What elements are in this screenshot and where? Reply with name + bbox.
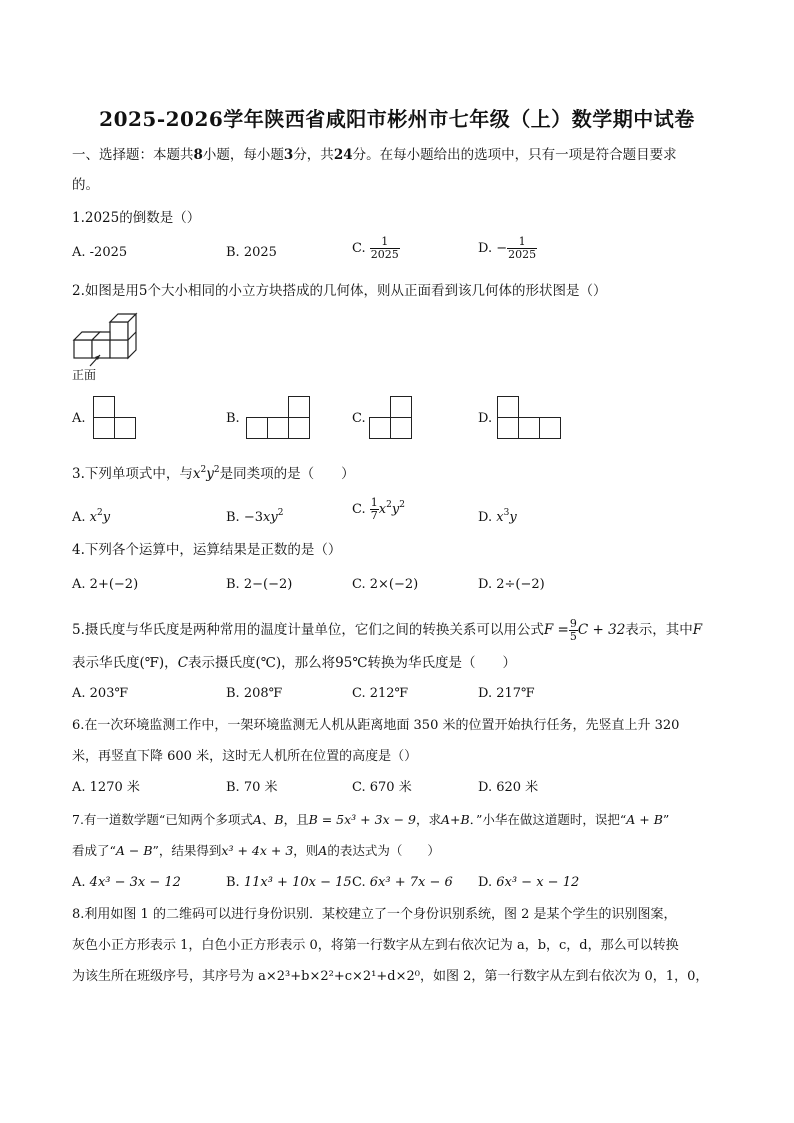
page-title: 2025-2026学年陕西省咸阳市彬州市七年级（上）数学期中试卷	[99, 107, 695, 131]
view-square	[497, 396, 519, 418]
q7-option-b: B. 11x³ + 10x − 15	[226, 875, 352, 890]
view-square	[93, 396, 115, 418]
q2-stem: 2.如图是用5个大小相同的小立方块搭成的几何体，则从正面看到该几何体的形状图是（）	[72, 283, 607, 299]
q3-stem: 3.下列单项式中，与$x^2y^2$是同类项的是（ ）	[72, 465, 355, 482]
q3-option-b: B. $-3xy^2$	[226, 508, 284, 525]
view-square	[288, 396, 310, 418]
fraction: $\frac{1}{2025}$	[370, 235, 399, 261]
q8-stem-cont: 灰色小正方形表示 1，白色小正方形表示 0，将第一行数字从左到右依次记为 a，b，c，d，那么可以转换	[72, 938, 679, 953]
view-square	[539, 417, 561, 439]
view-square	[390, 417, 412, 439]
q7-option-c: C. 6x³ + 7x − 6	[352, 875, 453, 890]
fraction: $\frac{9}{5}$	[569, 617, 577, 643]
q1-option-c: C. $\frac{1}{2025}$	[352, 235, 399, 261]
q4-option-a: A. 2+(−2)	[72, 577, 139, 592]
view-square	[93, 417, 115, 439]
q3-option-d: D. $x^3y$	[478, 508, 517, 525]
q7-stem: 7.有一道数学题“已知两个多项式A、B，且B = 5x³ + 3x − 9，求A+B．”小华在做这道题时，误把“A + B”	[72, 812, 670, 827]
q4-option-c: C. 2×(−2)	[352, 577, 419, 592]
q5-option-a: A. 203℉	[72, 686, 129, 701]
view-square	[497, 417, 519, 439]
q7-option-a: A. 4x³ − 3x − 12	[72, 875, 181, 890]
q2-option-b: B.	[226, 411, 240, 426]
fraction: $\frac{1}{7}$	[370, 496, 378, 522]
q5-option-b: B. 208℉	[226, 686, 283, 701]
q6-option-c: C. 670 米	[352, 780, 412, 795]
view-square	[267, 417, 289, 439]
section-heading-cont: 的。	[72, 177, 99, 193]
q2-option-c: C.	[352, 411, 366, 426]
q2-option-d: D.	[478, 411, 493, 426]
q1-option-a: A. -2025	[72, 245, 128, 260]
q1-option-d: D. − $\frac{1}{2025}$	[478, 235, 537, 261]
view-square	[288, 417, 310, 439]
q3-option-c: C. $\frac{1}{7}$ $x^2y^2$	[352, 496, 405, 522]
q6-option-d: D. 620 米	[478, 780, 539, 795]
q1-stem: 1.2025的倒数是（）	[72, 210, 201, 226]
view-square	[114, 417, 136, 439]
q1-option-b: B. 2025	[226, 245, 277, 260]
q5-option-c: C. 212℉	[352, 686, 409, 701]
q4-option-d: D. 2÷(−2)	[478, 577, 545, 592]
q8-stem: 8.利用如图 1 的二维码可以进行身份识别．某校建立了一个身份识别系统，图 2 是某个学生的识别图案，	[72, 907, 677, 922]
q2-option-a: A.	[72, 411, 86, 426]
q6-stem-cont: 米，再竖直下降 600 米，这时无人机所在位置的高度是（）	[72, 749, 418, 764]
view-square	[518, 417, 540, 439]
q4-option-b: B. 2−(−2)	[226, 577, 293, 592]
q5-stem: 5.摄氏度与华氏度是两种常用的温度计量单位，它们之间的转换关系可以用公式F = $\frac{9}{5}$ C + 32表示，其中F	[72, 617, 703, 643]
q3-option-a: A. $x^2y$	[72, 508, 111, 525]
section-heading: 一、选择题：本题共8小题，每小题3分，共24分。在每小题给出的选项中，只有一项是符合题目要求	[72, 147, 677, 163]
q7-stem-cont: 看成了“A − B”，结果得到x³ + 4x + 3，则A的表达式为（ ）	[72, 843, 440, 858]
q4-stem: 4.下列各个运算中，运算结果是正数的是（）	[72, 542, 342, 558]
q7-option-d: D. 6x³ − x − 12	[478, 875, 580, 890]
q6-option-b: B. 70 米	[226, 780, 278, 795]
q5-option-d: D. 217℉	[478, 686, 535, 701]
fraction: $\frac{1}{2025}$	[508, 235, 537, 261]
view-square	[369, 417, 391, 439]
q8-stem-cont2: 为该生所在班级序号，其序号为 a×2³+b×2²+c×2¹+d×2⁰，如图 2，第一行数字从左到右依次为 0，1，0，	[72, 969, 709, 984]
figure-label: 正面	[72, 368, 97, 382]
q6-stem: 6.在一次环境监测工作中，一架环境监测无人机从距离地面 350 米的位置开始执行任务，先竖直上升 320	[72, 718, 680, 733]
q5-stem-cont: 表示华氏度(℉)，C表示摄氏度(℃)，那么将95℃转换为华氏度是（ ）	[72, 655, 516, 671]
view-square	[246, 417, 268, 439]
q6-option-a: A. 1270 米	[72, 780, 140, 795]
view-square	[390, 396, 412, 418]
